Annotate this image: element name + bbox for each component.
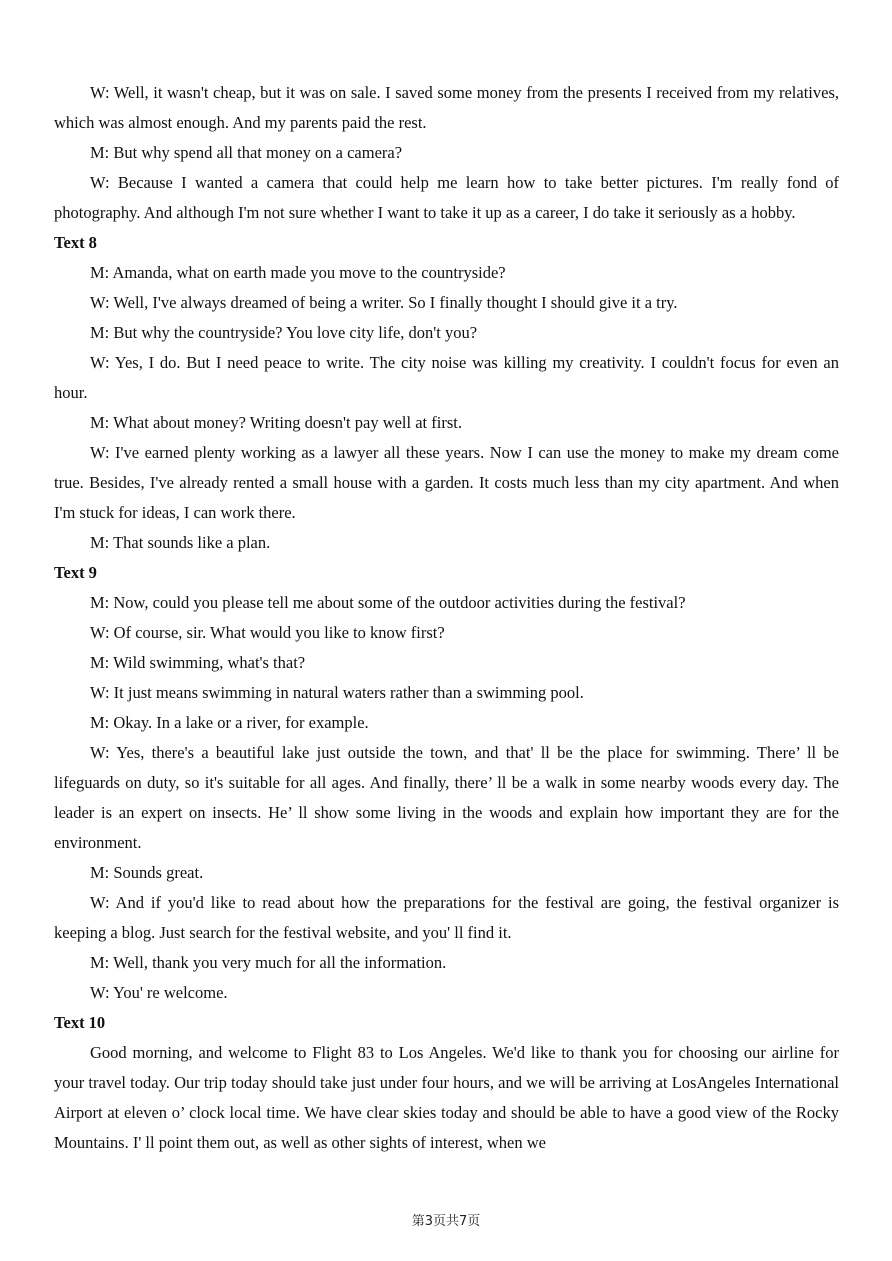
paragraph: Good morning, and welcome to Flight 83 to Los Angeles. We'd like to thank you for choosing our airline for your travel today. Our trip today should take just under four hours, and we will be arriving at LosAngeles International Airport at eleven o’ clock local time. We have clear skies today and should be able to have a good view of the Rocky Mountains. I' ll point them out, as well as other sights of interest, when we	[54, 1043, 839, 1152]
paragraph: W: I've earned plenty working as a lawyer all these years. Now I can use the money to make my dream come true. Besides, I've already rented a small house with a garden. It costs much less than my city apartment. And when I'm stuck for ideas, I can work there.	[54, 443, 839, 522]
paragraph: W: And if you'd like to read about how the preparations for the festival are going, the festival organizer is keeping a blog. Just search for the festival website, and you' ll find it.	[54, 893, 839, 942]
paragraph: M: Okay. In a lake or a river, for example.	[90, 713, 369, 732]
paragraph: M: But why the countryside? You love city life, don't you?	[90, 323, 478, 342]
paragraph: W: Yes, there's a beautiful lake just outside the town, and that' ll be the place for swimming. There’ ll be lifeguards on duty, so it's suitable for all ages. And finally, there’ ll be a walk in some nearby woods every day. The leader is an expert on insects. He’ ll show some living in the woods and explain how important they are for the environment.	[54, 743, 839, 852]
paragraph: W: Well, it wasn't cheap, but it was on sale. I saved some money from the presents I received from my relatives, which was almost enough. And my parents paid the rest.	[54, 83, 839, 132]
document-body	[54, 78, 839, 1158]
paragraph: W: It just means swimming in natural waters rather than a swimming pool.	[90, 683, 584, 702]
section-heading: Text 8	[54, 233, 97, 252]
paragraph: M: Now, could you please tell me about some of the outdoor activities during the festival?	[90, 593, 686, 612]
paragraph: W: Of course, sir. What would you like to know first?	[90, 623, 445, 642]
paragraph: M: Amanda, what on earth made you move to the countryside?	[90, 263, 506, 282]
paragraph: M: Sounds great.	[90, 863, 204, 882]
section-heading: Text 10	[54, 1013, 106, 1032]
paragraph: M: But why spend all that money on a camera?	[90, 143, 403, 162]
paragraph: W: You' re welcome.	[90, 983, 228, 1002]
paragraph: M: Well, thank you very much for all the information.	[90, 953, 447, 972]
paragraph: M: That sounds like a plan.	[90, 533, 271, 552]
page-number-footer: 第3页共7页	[411, 1214, 481, 1229]
paragraph: W: Because I wanted a camera that could help me learn how to take better pictures. I'm really fond of photography. And although I'm not sure whether I want to take it up as a career, I do take it seriously as a hobby.	[54, 173, 839, 222]
paragraph: M: Wild swimming, what's that?	[90, 653, 306, 672]
paragraph: W: Well, I've always dreamed of being a writer. So I finally thought I should give it a try.	[90, 293, 678, 312]
paragraph: M: What about money? Writing doesn't pay well at first.	[90, 413, 462, 432]
section-heading: Text 9	[54, 563, 97, 582]
paragraph: W: Yes, I do. But I need peace to write. The city noise was killing my creativity. I couldn't focus for even an hour.	[54, 353, 839, 402]
